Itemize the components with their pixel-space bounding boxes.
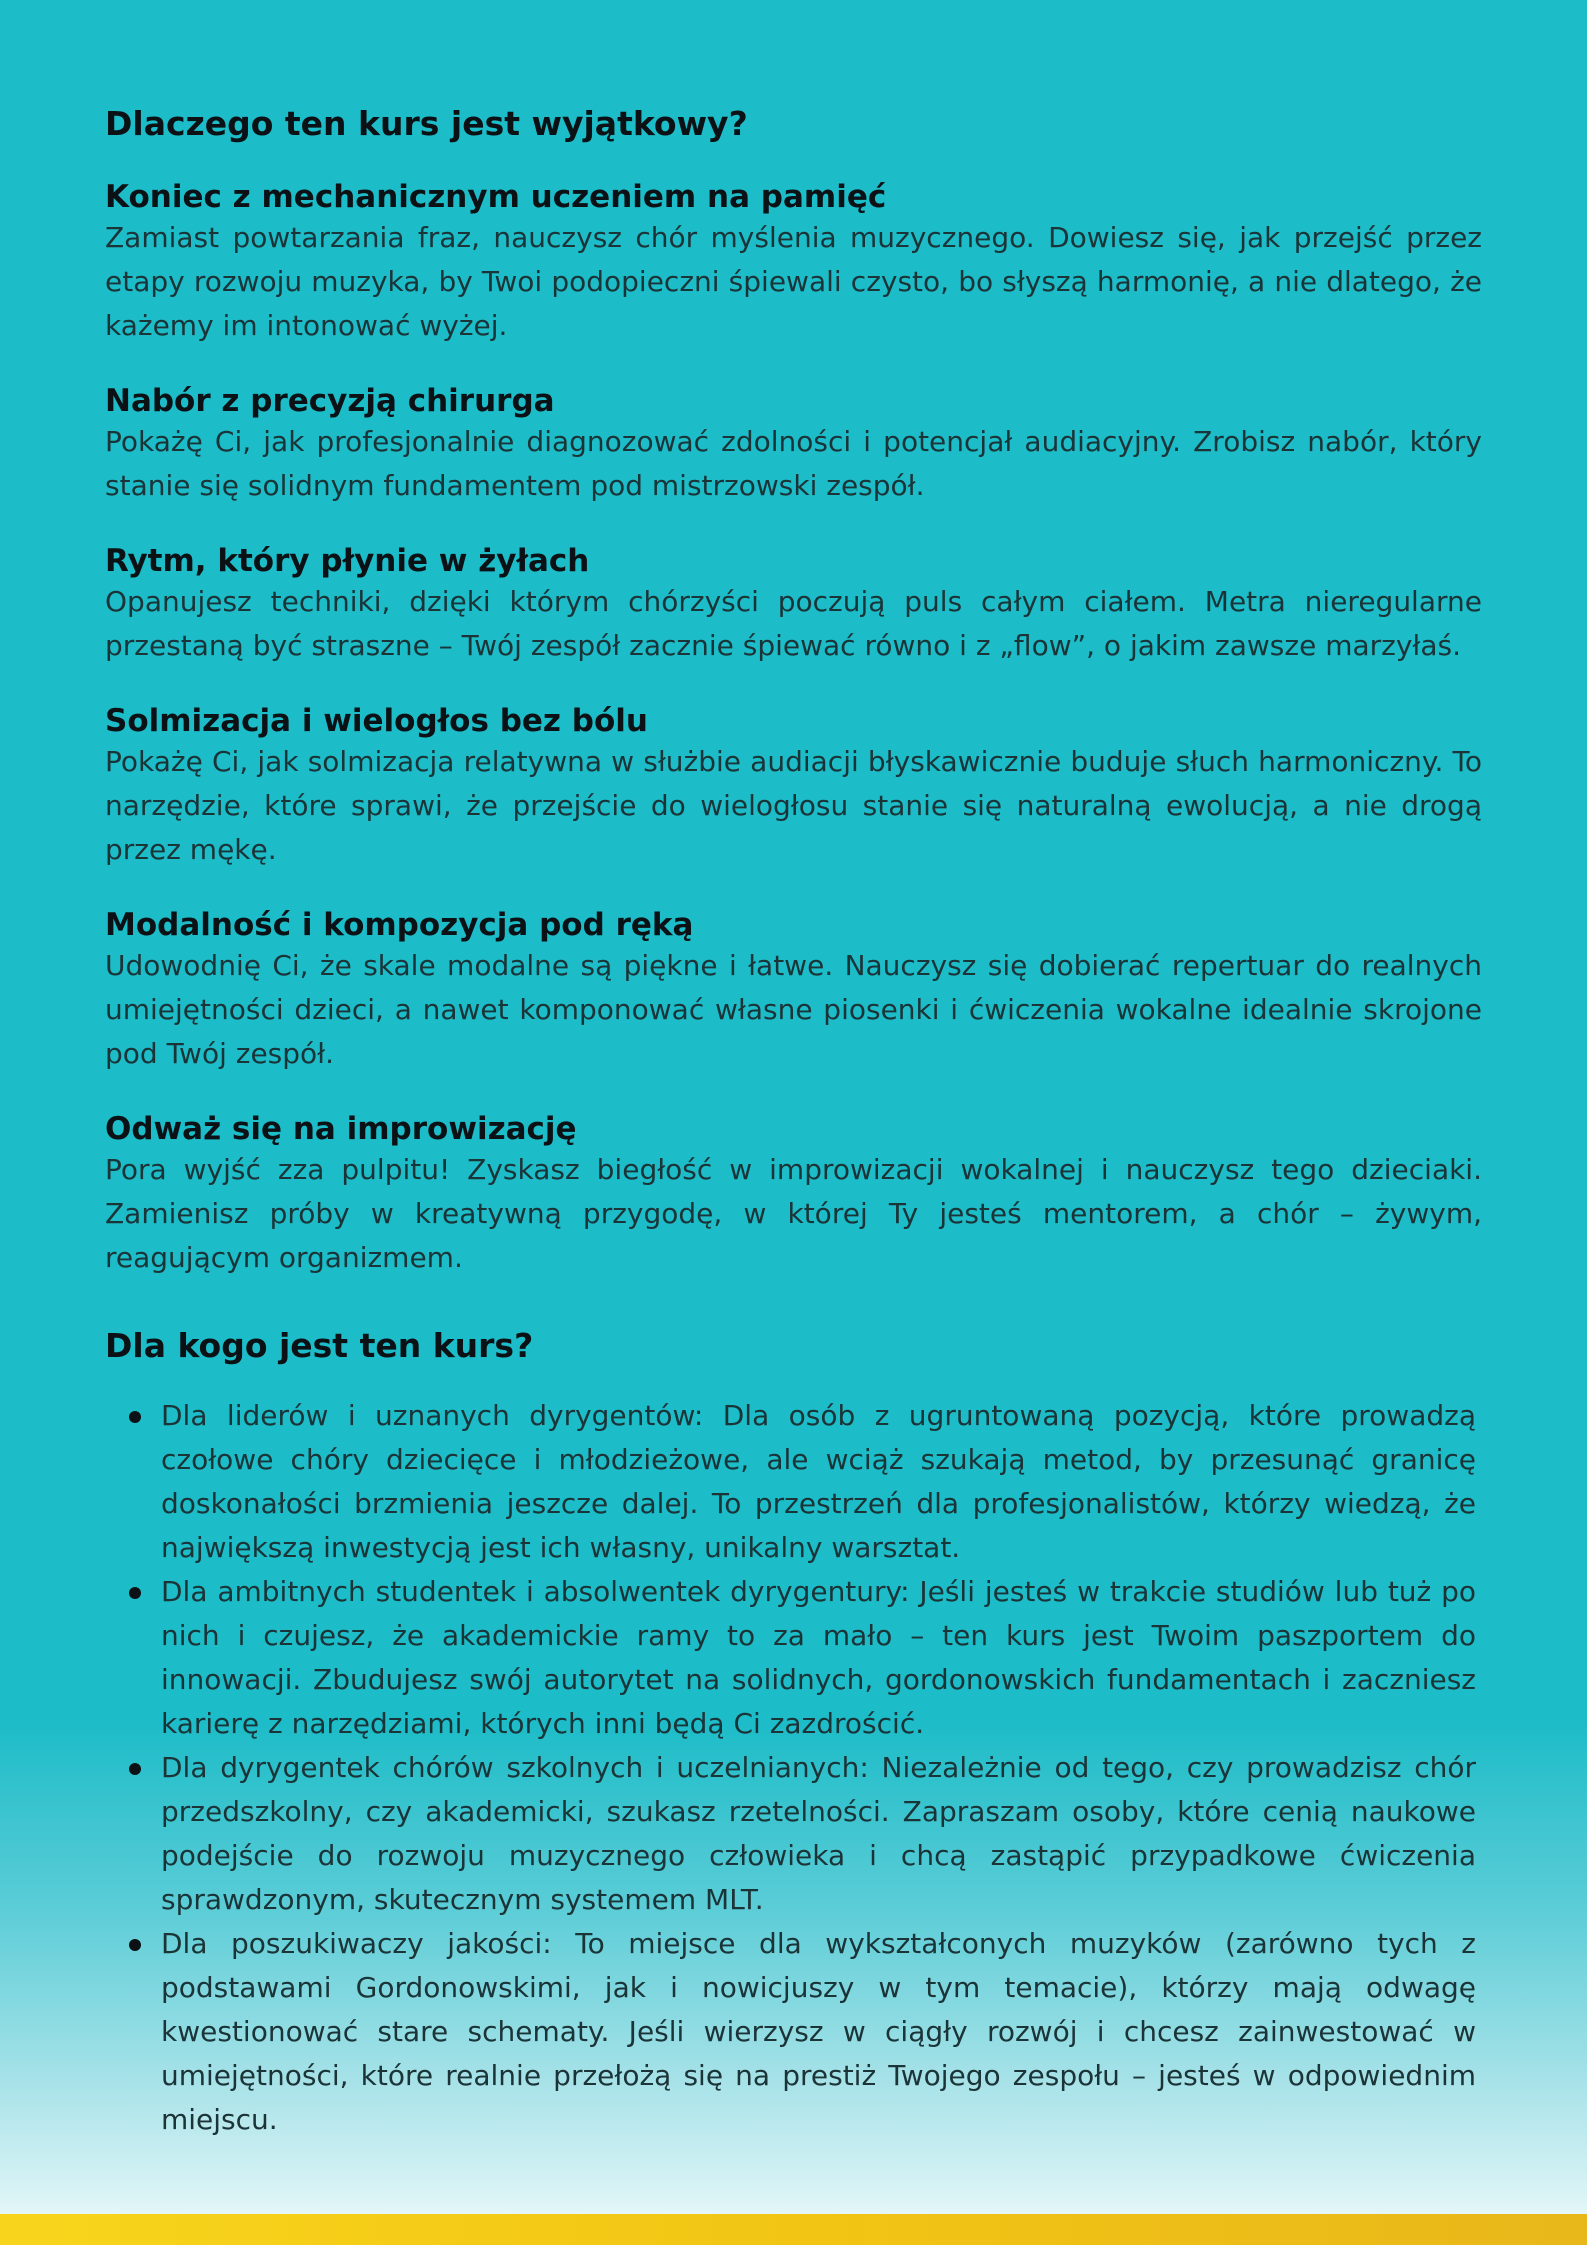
list-item — [105, 1394, 1482, 1570]
list-item-text: Dla poszukiwaczy jakości: To miejsce dla wykształconych muzyków (zarówno tych z podstawami Gordonowskimi, jak i nowicjuszy w tym temacie), którzy mają odwagę kwestionować stare schematy. Jeśli wierzysz w ciągły rozwój i chcesz zainwestować w umiejętności, które realnie przełożą się na prestiż Twojego zespołu – jesteś w odpowiednim miejscu. — [161, 1927, 1476, 2136]
bullet-icon — [129, 1587, 141, 1599]
list-item-text: Dla dyrygentek chórów szkolnych i uczelnianych: Niezależnie od tego, czy prowadzisz chór przedszkolny, czy akademicki, szukasz rzetelności. Zapraszam osoby, które cenią naukowe podejście do rozwoju muzycznego człowieka i chcą zastąpić przypadkowe ćwiczenia sprawdzonym, skutecznym systemem MLT. — [161, 1751, 1476, 1916]
list-item — [105, 1570, 1482, 1746]
section-improvisation — [105, 1110, 1482, 1280]
heading-why-unique: Dlaczego ten kurs jest wyjątkowy? — [105, 104, 748, 143]
document-page — [105, 104, 1482, 2142]
heading-audience: Dla kogo jest ten kurs? — [105, 1326, 534, 1365]
section-text: Pora wyjść zza pulpitu! Zyskasz biegłość w improwizacji wokalnej i nauczysz tego dzieciaki. Zamienisz próby w kreatywną przygodę, w której Ty jesteś mentorem, a chór – żywym, reagującym organizmem. — [105, 1153, 1482, 1274]
section-text: Zamiast powtarzania fraz, nauczysz chór myślenia muzycznego. Dowiesz się, jak przejść przez etapy rozwoju muzyka, by Twoi podopieczni śpiewali czysto, bo słyszą harmonię, a nie dlatego, że każemy im intonować wyżej. — [105, 221, 1482, 342]
section-text: Pokażę Ci, jak solmizacja relatywna w służbie audiacji błyskawicznie buduje słuch harmoniczny. To narzędzie, które sprawi, że przejście do wielogłosu stanie się naturalną ewolucją, a nie drogą przez mękę. — [105, 745, 1482, 866]
bullet-icon — [129, 1411, 141, 1423]
section-recruitment — [105, 382, 1482, 508]
section-text: Opanujesz techniki, dzięki którym chórzyści poczują puls całym ciałem. Metra nieregularne przestaną być straszne – Twój zespół zacznie śpiewać równo i z „flow”, o jakim zawsze marzyłaś. — [105, 585, 1482, 662]
audience-list — [105, 1394, 1482, 2142]
section-title: Koniec z mechanicznym uczeniem na pamięć — [105, 179, 887, 215]
section-memorization — [105, 178, 1482, 348]
list-item — [105, 1922, 1482, 2142]
section-text: Udowodnię Ci, że skale modalne są piękne i łatwe. Nauczysz się dobierać repertuar do realnych umiejętności dzieci, a nawet komponować własne piosenki i ćwiczenia wokalne idealnie skrojone pod Twój zespół. — [105, 949, 1482, 1070]
list-item-text: Dla liderów i uznanych dyrygentów: Dla osób z ugruntowaną pozycją, które prowadzą czołowe chóry dziecięce i młodzieżowe, ale wciąż szukają metod, by przesunąć granicę doskonałości brzmienia jeszcze dalej. To przestrzeń dla profesjonalistów, którzy wiedzą, że największą inwestycją jest ich własny, unikalny warsztat. — [161, 1399, 1476, 1564]
section-title: Modalność i kompozycja pod ręką — [105, 907, 694, 943]
section-title: Odważ się na improwizację — [105, 1111, 577, 1147]
section-title: Solmizacja i wielogłos bez bólu — [105, 703, 648, 739]
section-rhythm — [105, 542, 1482, 668]
list-item — [105, 1746, 1482, 1922]
section-title: Rytm, który płynie w żyłach — [105, 543, 590, 579]
list-item-text: Dla ambitnych studentek i absolwentek dyrygentury: Jeśli jesteś w trakcie studiów lub tuż po nich i czujesz, że akademickie ramy to za mało – ten kurs jest Twoim paszportem do innowacji. Zbudujesz swój autorytet na solidnych, gordonowskich fundamentach i zaczniesz karierę z narzędziami, których inni będą Ci zazdrościć. — [161, 1575, 1476, 1740]
bullet-icon — [129, 1939, 141, 1951]
section-title: Nabór z precyzją chirurga — [105, 383, 555, 419]
bullet-icon — [129, 1763, 141, 1775]
section-modality — [105, 906, 1482, 1076]
section-solmization — [105, 702, 1482, 872]
footer-band — [0, 2214, 1587, 2245]
section-text: Pokażę Ci, jak profesjonalnie diagnozować zdolności i potencjał audiacyjny. Zrobisz nabór, który stanie się solidnym fundamentem pod mistrzowski zespół. — [105, 425, 1482, 502]
